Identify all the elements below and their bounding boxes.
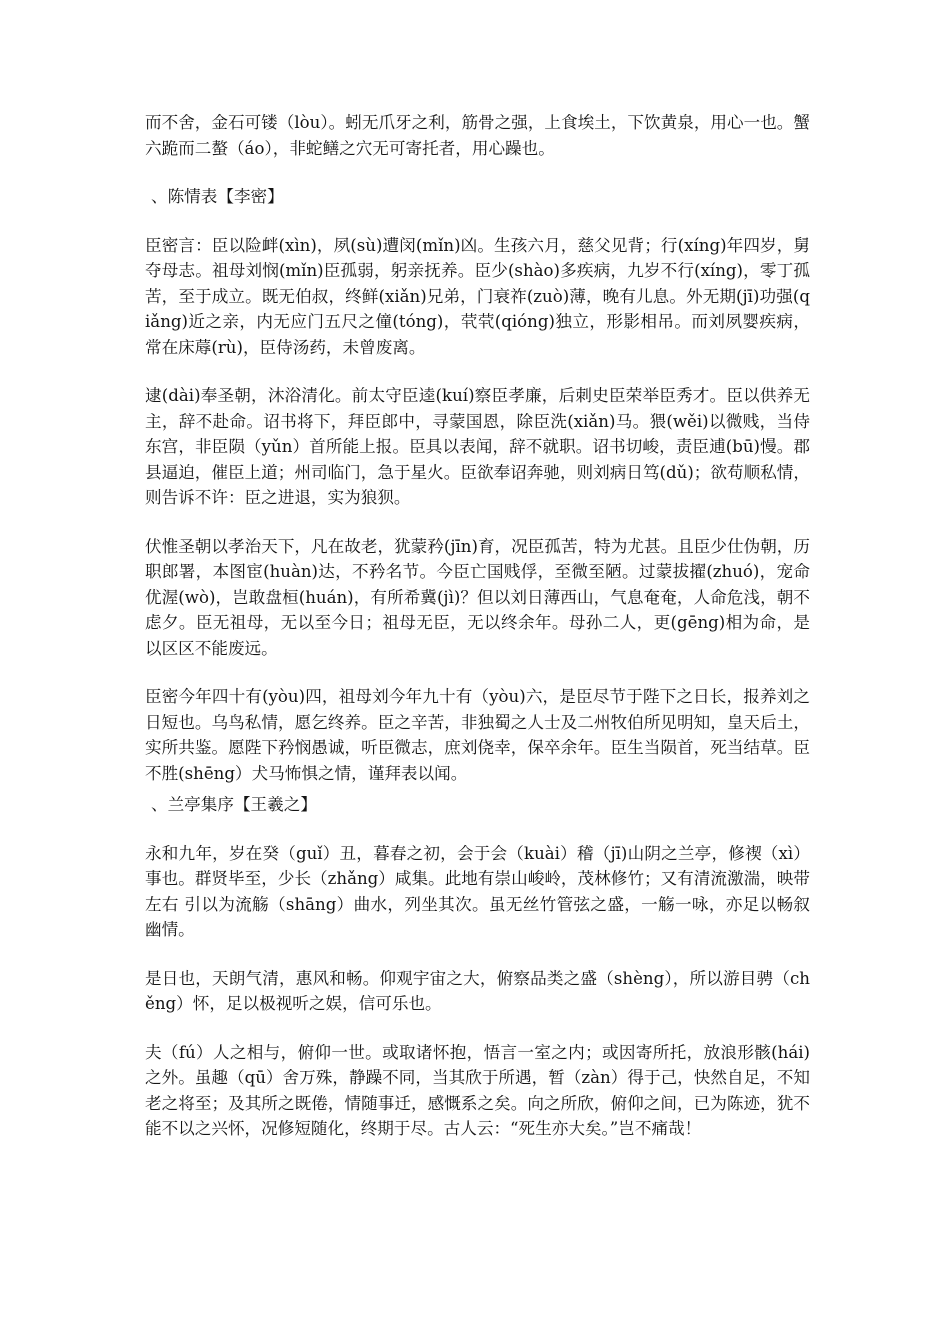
paragraph-chenqingbiao-4: 臣密今年四十有(yòu)四，祖母刘今年九十有（yòu)六，是臣尽节于陛下之日长，报养刘之日短也。乌鸟私情，愿乞终养。臣之辛苦，非独蜀之人士及二州牧伯所见明知，皇天后土，实所共鉴。愿陛下矜悯愚诚，听臣微志，庶刘侥幸，保卒余年。臣生当陨首，死当结草。臣不胜(shēng）犬马怖惧之情，谨拜表以闻。 bbox=[145, 687, 810, 783]
paragraph-lanting-1: 永和九年，岁在癸（guǐ）丑，暮春之初，会于会（kuài）稽（jī)山阴之兰亭，修禊（xì）事也。群贤毕至，少长（zhǎng）咸集。此地有崇山峻岭，茂林修竹；又有清流激湍，映带左右 引以为流觞（shāng）曲水，列坐其次。虽无丝竹管弦之盛，一觞一咏，亦足以畅叙幽情。 bbox=[145, 843, 810, 939]
section-body-lantingjixu bbox=[145, 841, 810, 1142]
paragraph-quanxue-ending: 而不舍，金石可镂（lòu）。蚓无爪牙之利，筋骨之强，上食埃土，下饮黄泉，用心一也。蟹六跪而二螯（áo），非蛇鳝之穴无可寄托者，用心躁也。 bbox=[145, 113, 810, 158]
section-heading-lantingjixu: 、兰亭集序【王羲之】 bbox=[151, 795, 317, 814]
paragraph-lanting-3: 夫（fú）人之相与，俯仰一世。或取诸怀抱，悟言一室之内；或因寄所托，放浪形骸(hái)之外。虽趣（qū）舍万殊，静躁不同，当其欣于所遇，暂（zàn）得于己，快然自足，不知老之将至；及其所之既倦，情随事迁，感慨系之矣。向之所欣，俯仰之间，已为陈迹，犹不能不以之兴怀，况修短随化，终期于尽。古人云：“死生亦大矣。”岂不痛哉！ bbox=[145, 1042, 810, 1138]
paragraph-chenqingbiao-2: 逮(dài)奉圣朝，沐浴清化。前太守臣逵(kuí)察臣孝廉，后刺史臣荣举臣秀才。臣以供养无主，辞不赴命。诏书将下，拜臣郎中，寻蒙国恩，除臣洗(xiǎn)马。猥(wěi)以微贱，当侍东宫，非臣陨（yǔn）首所能上报。臣具以表闻，辞不就职。诏书切峻，责臣逋(bū)慢。郡县逼迫，催臣上道；州司临门，急于星火。臣欲奉诏奔驰，则刘病日笃(dǔ)；欲苟顺私情，则告诉不许：臣之进退，实为狼狈。 bbox=[145, 386, 810, 507]
section-body-chenqingbiao bbox=[145, 233, 810, 787]
paragraph-chenqingbiao-3: 伏惟圣朝以孝治天下，凡在故老，犹蒙矜(jīn)育，况臣孤苦，特为尤甚。且臣少仕伪朝，历职郎署，本图宦(huàn)达，不矜名节。今臣亡国贱俘，至微至陋。过蒙拔擢(zhuó)，宠命优渥(wò)，岂敢盘桓(huán)，有所希冀(jì)？但以刘日薄西山，气息奄奄，人命危浅，朝不虑夕。臣无祖母，无以至今日；祖母无臣，无以终余年。母孙二人，更(gēng)相为命，是以区区不能废远。 bbox=[145, 536, 810, 658]
section-heading-chenqingbiao: 、陈情表【李密】 bbox=[151, 187, 284, 206]
paragraph-lanting-2: 是日也，天朗气清，惠风和畅。仰观宇宙之大，俯察品类之盛（shèng），所以游目骋（chěng）怀，足以极视听之娱，信可乐也。 bbox=[145, 968, 810, 1013]
paragraph-chenqingbiao-1: 臣密言：臣以险衅(xìn)，夙(sù)遭闵(mǐn)凶。生孩六月，慈父见背；行(xíng)年四岁，舅夺母志。祖母刘悯(mǐn)臣孤弱，躬亲抚养。臣少(shào)多疾病，九岁不行(xíng)，零丁孤苦，至于成立。既无伯叔，终鲜(xiǎn)兄弟，门衰祚(zuò)薄，晚有儿息。外无期(jī)功强(qiǎng)近之亲，内无应门五尺之僮(tóng)，茕茕(qióng)独立，形影相吊。而刘夙婴疾病，常在床蓐(rù)，臣侍汤药，未曾废离。 bbox=[145, 235, 810, 357]
document-page bbox=[145, 110, 810, 1142]
